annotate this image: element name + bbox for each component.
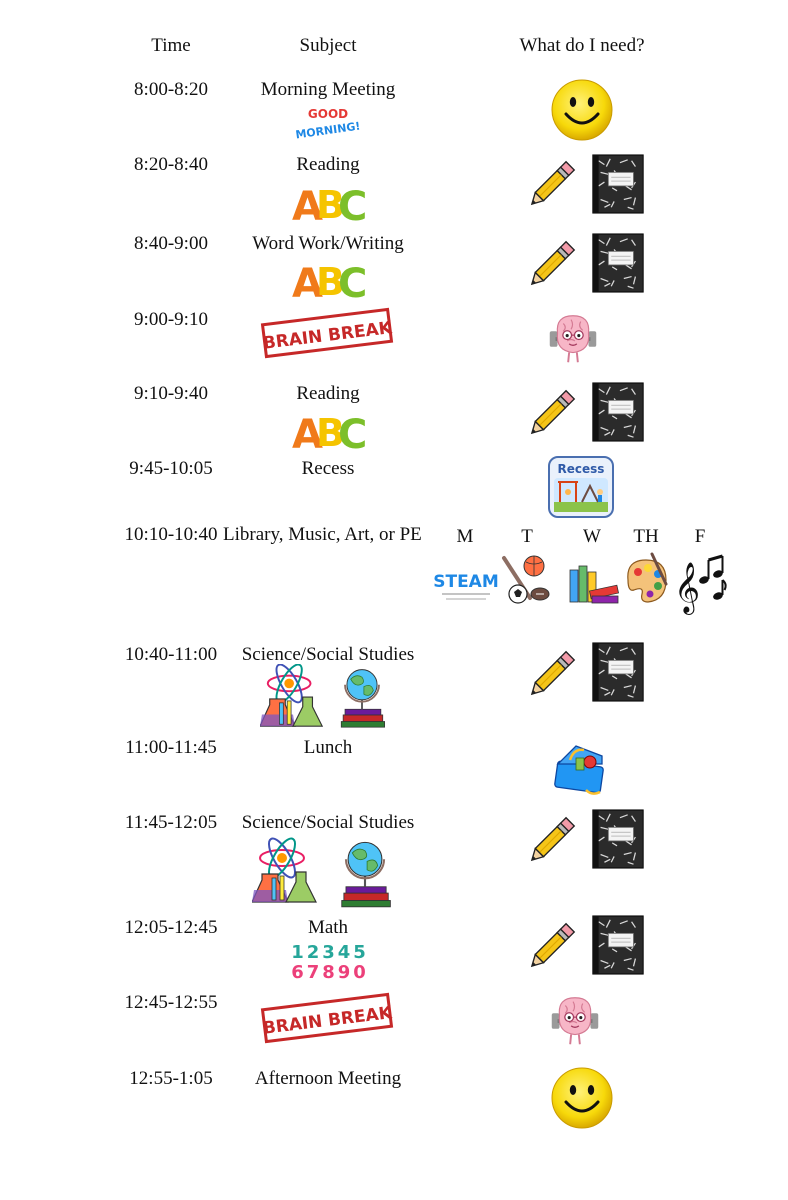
time-label: 12:55-1:05	[129, 1068, 213, 1089]
subject-label: Library, Music, Art, or PE	[223, 524, 422, 545]
recess-image-label: Recess	[557, 462, 605, 476]
abc-image	[290, 408, 366, 452]
header-subject: Subject	[299, 35, 357, 56]
time-label: 10:10-10:40	[124, 524, 218, 545]
subject-label: Lunch	[303, 737, 353, 758]
abc-image	[290, 257, 366, 301]
art-palette-image	[622, 550, 672, 608]
science-image	[252, 836, 322, 910]
time-label: 10:40-11:00	[124, 644, 218, 665]
time-label: 11:00-11:45	[125, 737, 217, 758]
header-time: Time	[151, 35, 191, 56]
brain-break-brain-icon	[542, 990, 608, 1052]
notebook-icon	[590, 808, 646, 870]
day-label-monday: M	[456, 526, 474, 547]
time-label: 9:00-9:10	[134, 309, 208, 330]
smiley-face-icon	[550, 1066, 614, 1130]
notebook-icon	[590, 914, 646, 976]
brain-break-text: BRAIN BREAK	[261, 318, 393, 354]
subject-label: Math	[307, 917, 349, 938]
subject-label: Word Work/Writing	[252, 233, 404, 254]
good-morning-image	[290, 103, 366, 143]
subject-label: Reading	[296, 154, 360, 175]
numbers-top-row: 12345	[291, 942, 369, 963]
steam-text: STEAM	[433, 572, 499, 592]
globe-image	[328, 836, 402, 910]
library-books-image	[564, 552, 622, 606]
science-image	[260, 664, 328, 732]
pencil-icon	[522, 918, 580, 976]
day-label-tuesday: T	[521, 526, 533, 547]
notebook-icon	[590, 641, 646, 703]
brain-break-text: BRAIN BREAK	[261, 1003, 393, 1039]
smiley-face-icon	[550, 78, 614, 142]
day-label-friday: F	[694, 526, 706, 547]
brain-break-stamp	[258, 307, 396, 359]
recess-playground-image	[548, 456, 614, 518]
svg-text:𝄞: 𝄞	[674, 562, 701, 613]
header-what-do-i-need: What do I need?	[519, 35, 645, 56]
time-label: 8:00-8:20	[134, 79, 208, 100]
pencil-icon	[522, 812, 580, 870]
pencil-icon	[522, 236, 580, 294]
time-label: 11:45-12:05	[124, 812, 218, 833]
abc-image	[290, 180, 366, 224]
notebook-icon	[590, 153, 646, 215]
day-label-thursday: TH	[633, 526, 659, 547]
time-label: 9:45-10:05	[129, 458, 213, 479]
time-label: 9:10-9:40	[134, 383, 208, 404]
pencil-icon	[522, 385, 580, 443]
music-notes-icon	[674, 550, 728, 613]
subject-label: Science/Social Studies	[241, 644, 415, 665]
numbers-image	[278, 940, 382, 982]
notebook-icon	[590, 381, 646, 443]
subject-label: Morning Meeting	[260, 79, 396, 100]
day-label-wednesday: W	[583, 526, 601, 547]
subject-label: Science/Social Studies	[241, 812, 415, 833]
time-label: 8:40-9:00	[134, 233, 208, 254]
subject-label: Reading	[296, 383, 360, 404]
time-label: 12:05-12:45	[124, 917, 218, 938]
pencil-icon	[522, 156, 580, 214]
good-morning-text-top: GOOD	[307, 107, 349, 121]
good-morning-text-bottom: MORNING!	[294, 119, 362, 142]
brain-break-brain-icon	[540, 308, 606, 370]
pencil-icon	[522, 646, 580, 704]
time-label: 8:20-8:40	[134, 154, 208, 175]
sports-equipment-image	[494, 552, 556, 608]
brain-break-stamp	[258, 992, 396, 1044]
lunchbox-image	[550, 738, 614, 800]
globe-image	[332, 664, 392, 730]
steam-image	[433, 552, 499, 606]
notebook-icon	[590, 232, 646, 294]
subject-label: Afternoon Meeting	[254, 1068, 402, 1089]
time-label: 12:45-12:55	[124, 992, 218, 1013]
numbers-bottom-row: 67890	[291, 962, 369, 983]
subject-label: Recess	[301, 458, 355, 479]
